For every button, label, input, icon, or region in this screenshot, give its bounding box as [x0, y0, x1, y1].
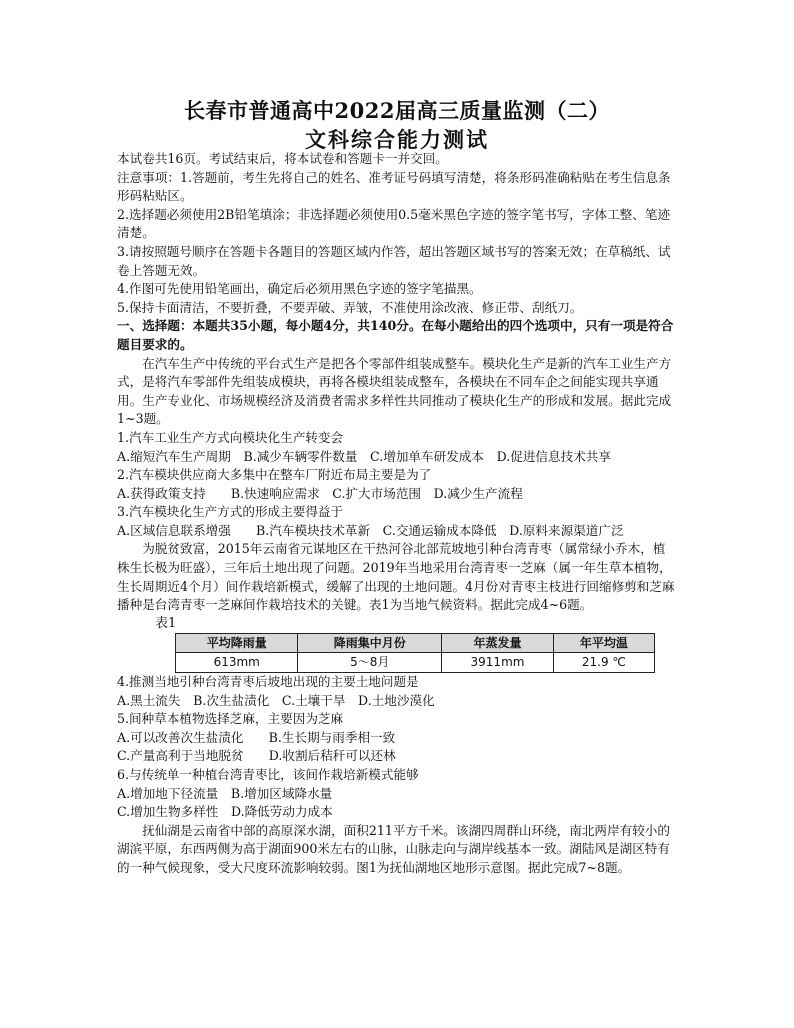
question-2-stem: 2.汽车模块供应商大多集中在整车厂附近布局主要是为了	[117, 467, 432, 483]
question-1-options: A.缩短汽车生产周期 B.减少车辆零件数量 C.增加单车研发成本 D.促进信息技术共享	[117, 448, 611, 464]
question-3-stem: 3.汽车模块化生产方式的形成主要得益于	[117, 504, 344, 520]
intro-line: 本试卷共16页。考试结束后，将本试卷和答题卡一并交回。	[117, 151, 448, 166]
question-4-options: A.黑土流失 B.次生盐渍化 C.土壤干旱 D.土地沙漠化	[117, 692, 435, 708]
table-header-cell: 平均降雨量	[176, 633, 298, 653]
table-cell: 613mm	[176, 653, 298, 673]
exam-body	[117, 150, 677, 878]
page-title: 长春市普通高中2022届高三质量监测（二）	[184, 98, 610, 123]
question-6-options: A.增加地下径流量 B.增加区域降水量	[117, 785, 333, 801]
intro-line: 5.保持卡面清洁，不要折叠，不要弄破、弄皱，不准使用涂改液、修正带、刮纸刀。	[117, 299, 583, 315]
question-4-stem: 4.推测当地引种台湾青枣后坡地出现的主要土地问题是	[117, 674, 419, 690]
passage-automobile: 在汽车生产中传统的平台式生产是把各个零部件组装成整车。模块化生产是新的汽车工业生产方式，是将汽车零部件先组装成模块，再将各模块组装成整车，各模块在不同车企之间能实现共享通用。生产专业化、市场规模经济及消费者需求多样性共同推动了模块化生产的形成和发展。据此完成1~3题。	[117, 355, 672, 427]
question-5-options: A.可以改善次生盐渍化 B.生长期与雨季相一致	[117, 729, 396, 745]
table-header-cell: 年平均温	[553, 633, 654, 653]
question-5-options: C.产量高利于当地脱贫 D.收割后秸秆可以还林	[117, 748, 396, 764]
page-subtitle: 文科综合能力测试	[305, 127, 489, 152]
question-6-stem: 6.与传统单一种植台湾青枣比，该间作栽培新模式能够	[117, 767, 419, 782]
table-header-row	[176, 633, 655, 653]
passage-jujube: 为脱贫致富，2015年云南省元谋地区在干热河谷北部荒坡地引种台湾青枣（属常绿小乔木，植株生长极为旺盛），三年后土地出现了问题。2019年当地采用台湾青枣一芝麻（属一年生草本植物，生长周期近4个月）间作栽培新模式，缓解了出现的土地问题。4月份对青枣主枝进行回缩修剪和芝麻播种是台湾青枣一芝麻间作栽培技术的关键。表1为当地气候资料。据此完成4~6题。	[117, 541, 675, 613]
intro-line: 注意事项：1.答题前，考生先将自己的姓名、准考证号码填写清楚，将条形码准确粘贴在考生信息条形码粘贴区。	[117, 169, 671, 204]
climate-table	[175, 633, 655, 673]
question-1-stem: 1.汽车工业生产方式向模块化生产转变会	[117, 429, 344, 445]
question-3-options: A.区域信息联系增强 B.汽车模块技术革新 C.交通运输成本降低 D.原料来源渠道广泛	[117, 522, 624, 538]
question-2-options: A.获得政策支持 B.快速响应需求 C.扩大市场范围 D.减少生产流程	[117, 485, 523, 501]
intro-line: 4.作图可先使用铅笔画出，确定后必须用黑色字迹的签字笔描黑。	[117, 281, 482, 297]
table-cell: 3911mm	[442, 653, 554, 673]
table-label: 表1	[155, 615, 177, 631]
table-cell: 5～8月	[298, 653, 442, 673]
table-header-cell: 年蒸发量	[442, 633, 554, 653]
section-heading: 一、选择题：本题共35小题，每小题4分，共140分。在每小题给出的四个选项中，只有一项是符合题目要求的。	[117, 318, 674, 352]
intro-line: 3.请按照题号顺序在答题卡各题目的答题区域内作答，超出答题区域书写的答案无效；在草稿纸、试卷上答题无效。	[117, 243, 671, 278]
question-6-options: C.增加生物多样性 D.降低劳动力成本	[117, 804, 333, 820]
table-row	[176, 653, 655, 673]
question-5-stem: 5.间种草本植物选择芝麻，主要因为芝麻	[117, 711, 344, 727]
passage-fuxian-lake: 抚仙湖是云南省中部的高原深水湖，面积211平方千米。该湖四周群山环绕，南北两岸有较小的湖滨平原，东西两侧为高于湖面900米左右的山脉，山脉走向与湖岸线基本一致。湖陆风是湖区特有的一种气候现象，受大尺度环流影响较弱。图1为抚仙湖地区地形示意图。据此完成7~8题。	[117, 822, 670, 875]
intro-line: 2.选择题必须使用2B铅笔填涂；非选择题必须使用0.5毫米黑色字迹的签字笔书写，字体工整、笔迹清楚。	[117, 206, 671, 241]
table-cell: 21.9 ℃	[553, 653, 654, 673]
table-header-cell: 降雨集中月份	[298, 633, 442, 653]
